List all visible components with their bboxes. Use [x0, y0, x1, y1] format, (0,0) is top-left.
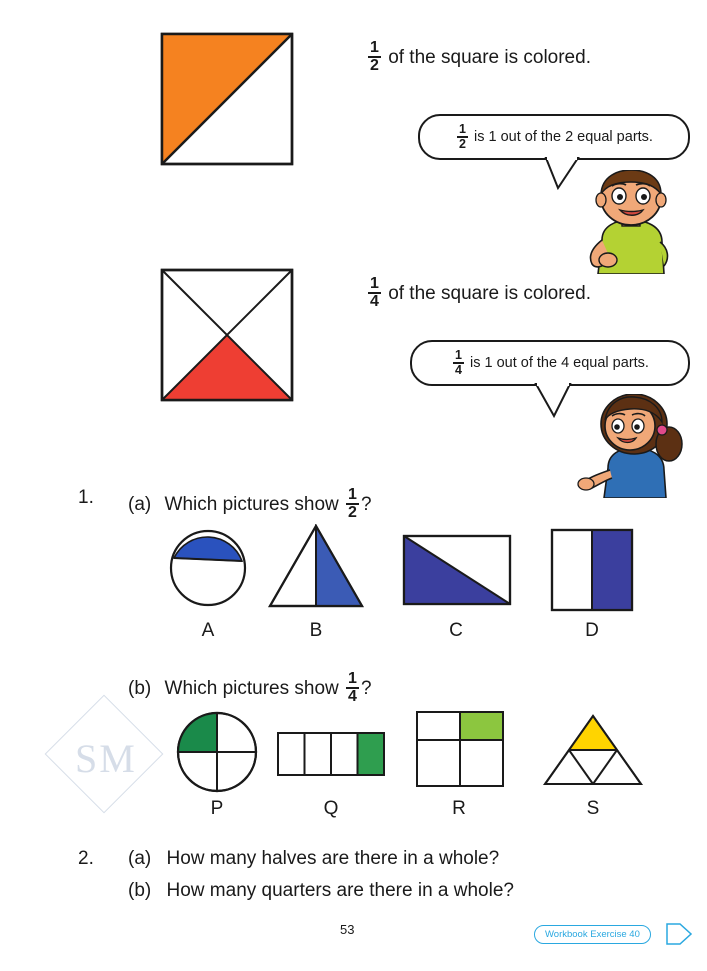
choice-r-shape	[415, 710, 505, 788]
bubble-fraction-one-half: $\frac{1}{2}$	[459, 122, 466, 151]
statement-half	[366, 40, 591, 75]
choice-r-label: R	[452, 798, 466, 819]
speech-bubble-quarter	[410, 340, 690, 386]
square-quarter-colored-icon	[160, 268, 294, 402]
workbook-exercise-tag: Workbook Exercise 40	[534, 925, 651, 944]
fraction-one-half: $\frac{1}{2}$	[370, 39, 379, 75]
page-number: 53	[340, 922, 355, 937]
question-1b-prompt: Which pictures show	[164, 678, 339, 700]
boy-character	[572, 170, 692, 274]
choice-s-label: S	[586, 798, 600, 819]
choice-c-label: C	[449, 620, 463, 641]
choice-s-shape	[541, 714, 645, 788]
choice-a-label: A	[201, 620, 215, 641]
bubble-quarter-text: is 1 out of the 4 equal parts.	[470, 355, 649, 371]
choice-b-label: B	[309, 620, 323, 641]
question-2a	[128, 848, 499, 870]
girl-character	[572, 394, 694, 498]
bubble-half-text: is 1 out of the 2 equal parts.	[474, 129, 653, 145]
statement-quarter	[366, 276, 591, 311]
choice-d-label: D	[585, 620, 599, 641]
question-2b-label: (b)	[128, 880, 152, 901]
question-1b-fraction: $\frac{1}{4}$	[348, 670, 357, 706]
statement-half-text: of the square is colored.	[388, 47, 591, 69]
question-1a-label: (a)	[128, 494, 152, 516]
question-1a-qmark: ?	[360, 494, 372, 516]
watermark-text: SM	[75, 736, 137, 781]
question-1b-qmark: ?	[360, 678, 372, 700]
example-half-square	[160, 32, 294, 166]
question-1b-label: (b)	[128, 678, 152, 700]
question-2b	[128, 880, 514, 902]
example-quarter-square	[160, 268, 294, 402]
question-2a-prompt: How many halves are there in a whole?	[166, 848, 500, 869]
statement-quarter-text: of the square is colored.	[388, 283, 591, 305]
choice-b-shape	[266, 524, 366, 610]
question-2a-label: (a)	[128, 848, 152, 869]
question-1a-prompt: Which pictures show	[164, 494, 339, 516]
choice-q-shape	[276, 731, 386, 777]
choice-p-shape	[175, 710, 259, 794]
question-1a	[128, 487, 372, 522]
choice-c-shape	[402, 534, 512, 606]
workbook-tag-arrow-icon	[666, 923, 692, 945]
question-1-number: 1.	[78, 487, 94, 508]
choice-p-label: P	[210, 798, 224, 819]
bubble-fraction-one-quarter: $\frac{1}{4}$	[455, 348, 462, 377]
question-2b-prompt: How many quarters are there in a whole?	[166, 880, 514, 901]
question-1a-fraction: $\frac{1}{2}$	[348, 486, 357, 522]
question-1b	[128, 671, 372, 706]
fraction-one-quarter: $\frac{1}{4}$	[370, 275, 379, 311]
choice-a-shape	[168, 528, 248, 608]
square-half-colored-icon	[160, 32, 294, 166]
choice-q-label: Q	[323, 798, 339, 819]
question-2-number: 2.	[78, 848, 94, 869]
choice-d-shape	[550, 528, 634, 612]
speech-bubble-half	[418, 114, 690, 160]
